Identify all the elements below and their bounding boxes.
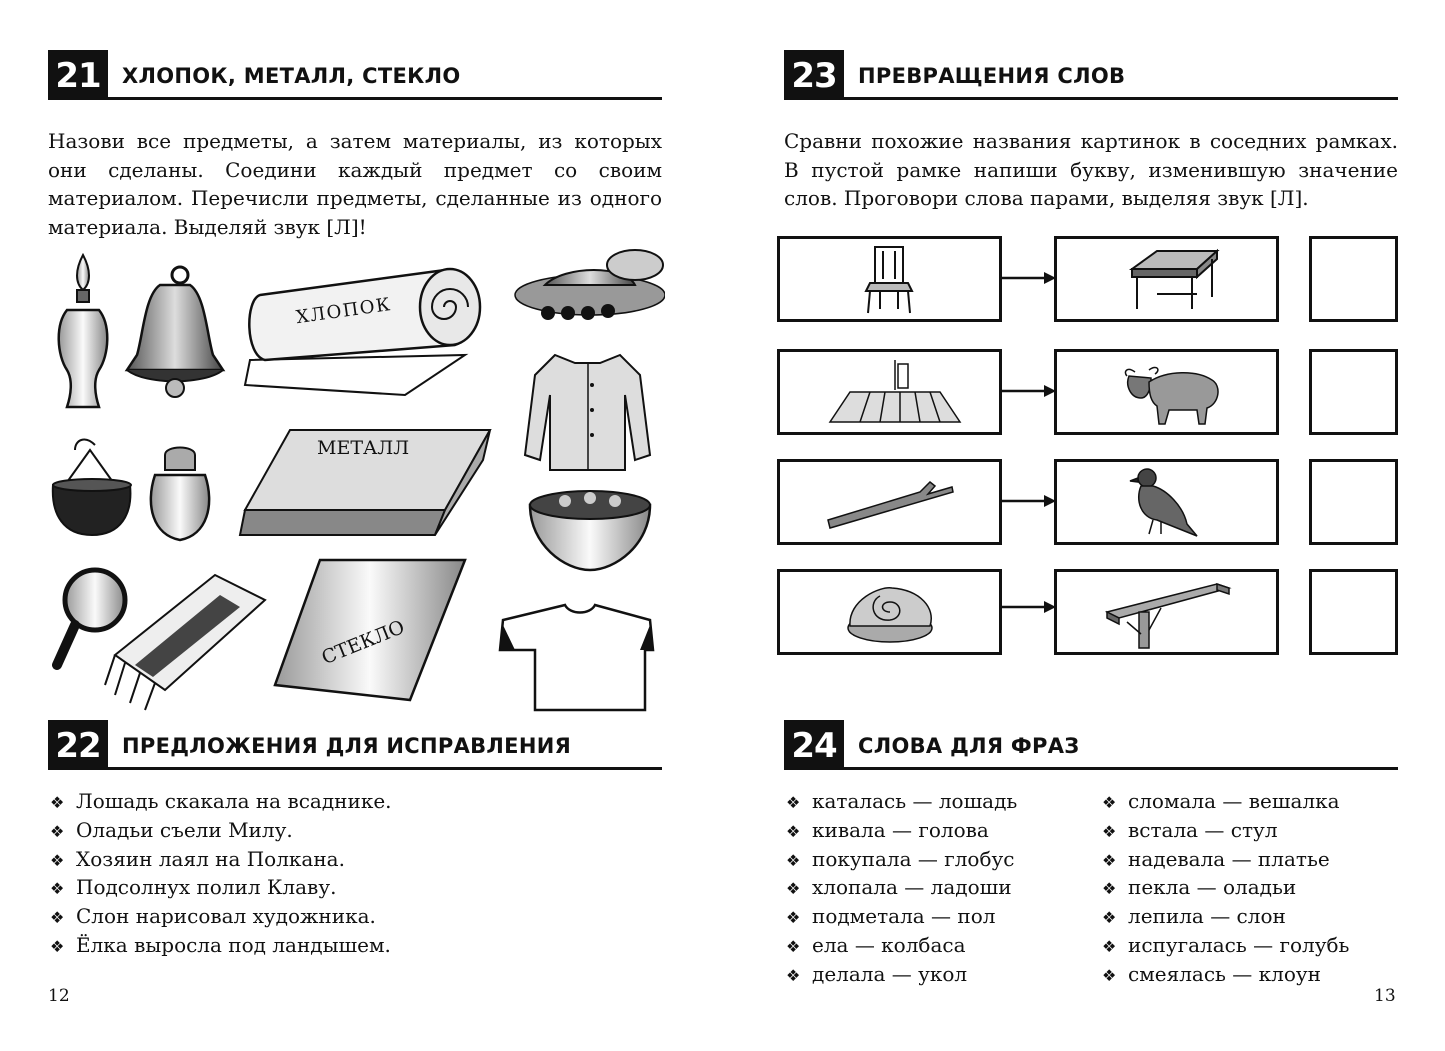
bullet-icon: ❖ <box>1102 908 1117 928</box>
list-item: ❖ испугалась — голубь <box>1102 932 1349 961</box>
bullet-icon: ❖ <box>1102 821 1117 841</box>
t-shirt-icon <box>500 605 653 710</box>
list-item: ❖ каталась — лошадь <box>786 788 1017 817</box>
list-item: ❖ покупала — глобус <box>786 846 1017 875</box>
bullet-icon: ❖ <box>786 793 801 812</box>
list-item: ❖ встала — стул <box>1102 817 1349 846</box>
picture-frame-floor <box>777 349 1002 435</box>
bullet-icon: ❖ <box>786 879 801 899</box>
list-item: ❖ делала — укол <box>786 961 1017 990</box>
section-23-title: ПРЕВРАЩЕНИЯ СЛОВ <box>858 64 1126 88</box>
chair-icon <box>866 247 912 313</box>
arrow-right-icon <box>1002 383 1056 399</box>
list-item: ❖ надевала — платье <box>1102 846 1349 875</box>
bullet-icon: ❖ <box>786 908 801 928</box>
picture-frame-bun <box>777 569 1002 655</box>
floor-icon <box>830 360 960 422</box>
answer-box-3[interactable] <box>1309 459 1398 545</box>
scarf-icon <box>105 575 265 710</box>
picture-frame-stick <box>777 459 1002 545</box>
section-24-column-1 <box>786 788 1017 990</box>
materials-illustrations <box>45 245 665 715</box>
bullet-icon: ❖ <box>1102 965 1117 985</box>
bullet-icon: ❖ <box>786 821 801 841</box>
glass-sheet-icon <box>275 560 465 700</box>
section-21-number: 21 <box>48 50 108 100</box>
bullet-icon: ❖ <box>50 879 65 899</box>
toy-machine-icon <box>515 250 665 320</box>
glass-jar-icon <box>151 448 209 541</box>
picture-frame-jackdaw <box>1054 459 1279 545</box>
section-21-title: ХЛОПОК, МЕТАЛЛ, СТЕКЛО <box>122 64 461 88</box>
page-number-right: 13 <box>1374 986 1396 1006</box>
picture-frame-chair <box>777 236 1002 322</box>
list-item: ❖ пекла — оладьи <box>1102 874 1349 903</box>
bullet-icon: ❖ <box>50 793 65 812</box>
bullet-icon: ❖ <box>50 821 65 841</box>
list-item: ❖ Ёлка выросла под ландышем. <box>50 932 392 961</box>
arrow-right-icon <box>1002 493 1056 509</box>
bullet-icon: ❖ <box>1102 850 1117 870</box>
answer-box-1[interactable] <box>1309 236 1398 322</box>
bullet-icon: ❖ <box>1102 793 1117 812</box>
right-page <box>722 0 1445 1051</box>
salad-bowl-icon <box>530 491 650 570</box>
stick-icon <box>828 482 953 528</box>
section-21-header <box>48 50 662 100</box>
bun-icon <box>848 588 932 642</box>
jackdaw-icon <box>1130 469 1197 536</box>
section-22-header <box>48 720 662 770</box>
section-23-instruction: Сравни похожие названия картинок в соседних рамках. В пустой рамке напиши букву, изменившую значение слов. Проговори слова парами, выделяя звук [Л]. <box>784 129 1398 210</box>
answer-box-2[interactable] <box>1309 349 1398 435</box>
section-22-title: ПРЕДЛОЖЕНИЯ ДЛЯ ИСПРАВЛЕНИЯ <box>122 734 572 758</box>
bullet-icon: ❖ <box>1102 879 1117 899</box>
section-24-title: СЛОВА ДЛЯ ФРАЗ <box>858 734 1080 758</box>
list-item: ❖ лепила — слон <box>1102 903 1349 932</box>
left-page <box>0 0 722 1051</box>
bullet-icon: ❖ <box>1102 936 1117 956</box>
list-item: ❖ Лошадь скакала на всаднике. <box>50 788 392 817</box>
list-item: ❖ кивала — голова <box>786 817 1017 846</box>
section-22-number: 22 <box>48 720 108 770</box>
bullet-icon: ❖ <box>786 850 801 870</box>
section-23-header <box>784 50 1398 100</box>
section-22-sentence-list <box>50 788 392 961</box>
ox-icon <box>1125 367 1218 424</box>
bullet-icon: ❖ <box>50 850 65 870</box>
list-item: ❖ Подсолнух полил Клаву. <box>50 874 392 903</box>
magnifying-glass-icon <box>57 570 125 665</box>
page-number-left: 12 <box>48 986 70 1006</box>
section-21-instruction: Назови все предметы, а затем материалы, из которых они сделаны. Соедини каждый предмет со своим материалом. Перечисли предметы, сделанные из одного материала. Выделяй звук [Л]! <box>48 129 662 239</box>
table-icon <box>1132 251 1217 309</box>
arrow-right-icon <box>1002 270 1056 286</box>
cotton-label: ХЛОПОК <box>294 294 393 329</box>
cotton-roll-icon <box>245 269 480 395</box>
bullet-icon: ❖ <box>50 936 65 956</box>
list-item: ❖ Хозяин лаял на Полкана. <box>50 846 392 875</box>
section-24-column-2 <box>1102 788 1349 990</box>
arrow-right-icon <box>1002 599 1056 615</box>
section-23-number: 23 <box>784 50 844 100</box>
bullet-icon: ❖ <box>786 936 801 956</box>
list-item: ❖ ела — колбаса <box>786 932 1017 961</box>
beam-icon <box>1107 584 1229 648</box>
section-24-number: 24 <box>784 720 844 770</box>
section-24-header <box>784 720 1398 770</box>
bullet-icon: ❖ <box>786 965 801 985</box>
list-item: ❖ Слон нарисовал художника. <box>50 903 392 932</box>
metal-label: МЕТАЛЛ <box>317 437 410 459</box>
blouse-icon <box>525 355 650 470</box>
list-item: ❖ сломала — вешалка <box>1102 788 1349 817</box>
picture-frame-beam <box>1054 569 1279 655</box>
picture-frame-table <box>1054 236 1279 322</box>
metal-bar-icon <box>240 430 490 535</box>
answer-box-4[interactable] <box>1309 569 1398 655</box>
cauldron-icon <box>53 440 131 535</box>
picture-frame-ox <box>1054 349 1279 435</box>
bullet-icon: ❖ <box>50 908 65 928</box>
glass-label: СТЕКЛО <box>318 616 408 670</box>
list-item: ❖ подметала — пол <box>786 903 1017 932</box>
list-item: ❖ хлопала — ладоши <box>786 874 1017 903</box>
perfume-bottle-icon <box>59 255 108 407</box>
list-item: ❖ Оладьи съели Милу. <box>50 817 392 846</box>
list-item: ❖ смеялась — клоун <box>1102 961 1349 990</box>
bell-icon <box>127 267 223 397</box>
